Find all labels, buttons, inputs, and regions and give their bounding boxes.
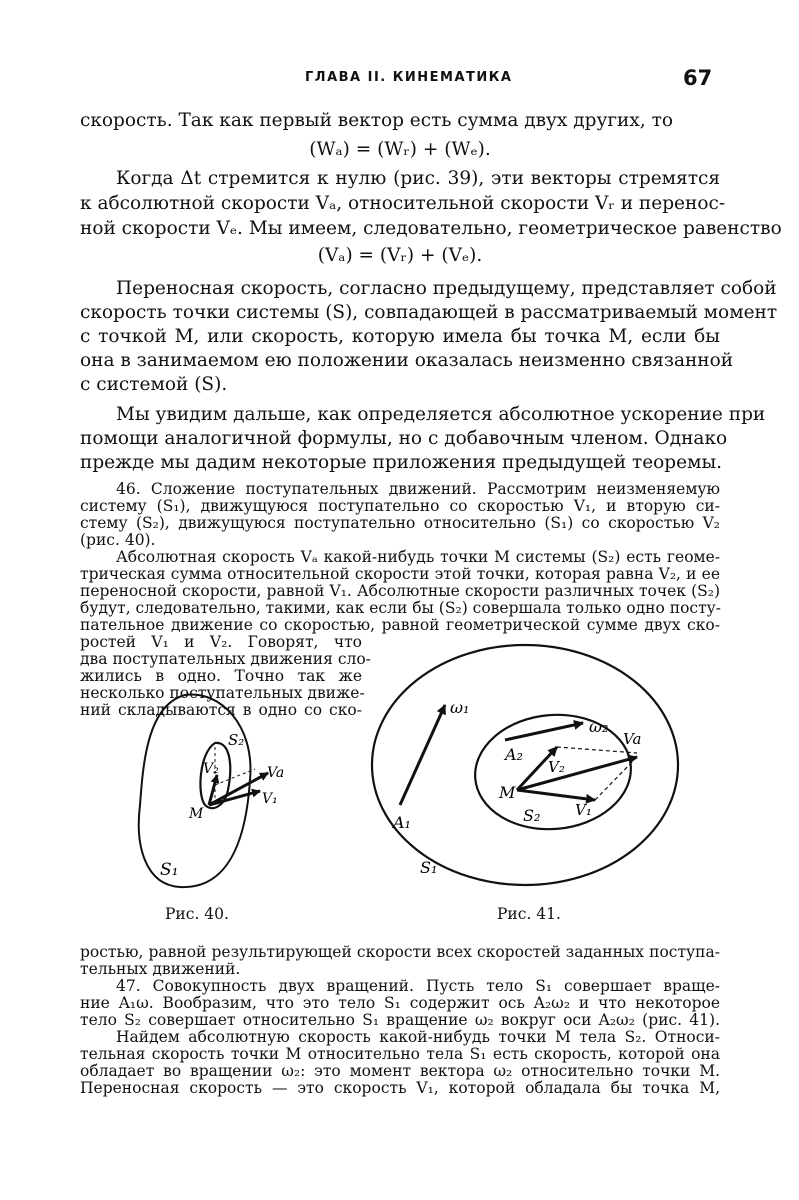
- running-title: ГЛАВА II. КИНЕМАТИКА: [305, 70, 513, 85]
- label-v1: V₁: [262, 791, 278, 807]
- text-line: пательное движение со скоростью, равной геометрической сумме двух ско-: [80, 616, 720, 634]
- label-va: Va: [267, 765, 285, 781]
- text-line: Абсолютная скорость Vₐ какой-нибудь точки M системы (S₂) есть геоме-: [116, 548, 720, 566]
- text-line: обладает во вращении ω₂: это момент вектора ω₂ относительно точки M.: [80, 1062, 720, 1080]
- label-va: Va: [623, 730, 642, 748]
- text-line: скорость точки системы (S), совпадающей в рассматриваемый момент: [80, 302, 778, 323]
- label-a2: A₂: [505, 745, 523, 764]
- figure-41-caption: Рис. 41.: [497, 905, 561, 923]
- text-line: трическая сумма относительной скорости этой точки, которая равна V₂, и ее: [80, 565, 720, 583]
- text-line: 47. Совокупность двух вращений. Пусть тело S₁ совершает враще-: [116, 977, 720, 995]
- vector-va: [209, 773, 268, 805]
- text-line: ной скорости Vₑ. Мы имеем, следовательно, геометрическое равенство: [80, 218, 782, 239]
- text-line: Переносная скорость, согласно предыдущему, представляет собой: [116, 278, 777, 299]
- text-line: Найдем абсолютную скорость какой-нибудь точки M тела S₂. Относи-: [116, 1028, 720, 1046]
- text-line: она в занимаемом ею положении оказалась неизменно связанной: [80, 350, 734, 371]
- text-line: скорость. Так как первый вектор есть сумма двух других, то: [80, 110, 673, 131]
- text-line: ние A₁ω. Вообразим, что это тело S₁ содержит ось A₂ω₂ и что некоторое: [80, 994, 720, 1012]
- vector-va: [517, 757, 637, 790]
- vector-v1: [209, 791, 260, 805]
- text-line: тельных движений.: [80, 960, 241, 978]
- text-line: стему (S₂), движущуюся поступательно относительно (S₁) со скоростью V₂: [80, 514, 720, 532]
- text-line: ростью, равной результирующей скорости всех скоростей заданных поступа-: [80, 943, 720, 961]
- text-line: (рис. 40).: [80, 531, 156, 549]
- figure-40-caption: Рис. 40.: [165, 905, 229, 923]
- label-m: M: [499, 783, 516, 802]
- text-line: несколько поступательных движе-: [80, 684, 365, 702]
- text-line: прежде мы дадим некоторые приложения предыдущей теоремы.: [80, 452, 723, 473]
- text-line: переносной скорости, равной V₁. Абсолютные скорости различных точек (S₂): [80, 582, 720, 600]
- label-v2: V₂: [203, 761, 219, 777]
- figure-40: [125, 665, 300, 895]
- figure-41: [365, 635, 685, 895]
- label-m: M: [189, 806, 204, 822]
- label-v1: V₁: [575, 801, 592, 819]
- axis-a2-omega2: [505, 723, 583, 740]
- text-line: Переносная скорость — это скорость V₁, которой обладала бы точка M,: [80, 1079, 720, 1097]
- text-line: будут, следовательно, такими, как если бы (S₂) совершала только одно посту-: [80, 599, 722, 617]
- text-line: к абсолютной скорости Vₐ, относительной скорости Vᵣ и перенос-: [80, 193, 726, 214]
- text-line: Когда Δt стремится к нулю (рис. 39), эти векторы стремятся: [116, 168, 720, 189]
- text-line: жились в одно. Точно так же: [80, 667, 362, 685]
- axis-a1-omega1: [400, 705, 445, 805]
- text-line: ростей V₁ и V₂. Говорят, что: [80, 633, 362, 651]
- text-line: систему (S₁), движущуюся поступательно со скоростью V₁, и вторую си-: [80, 497, 720, 515]
- text-line: тельная скорость точки M относительно тела S₁ есть скорость, которой она: [80, 1045, 720, 1063]
- text-line: два поступательных движения сло-: [80, 650, 371, 668]
- text-line: (Vₐ) = (Vᵣ) + (Vₑ).: [317, 245, 483, 266]
- label-s2: S₂: [523, 806, 541, 825]
- label-omega1: ω₁: [450, 698, 470, 717]
- label-s1: S₁: [160, 860, 179, 880]
- label-s2: S₂: [228, 731, 245, 749]
- text-line: 46. Сложение поступательных движений. Рассмотрим неизменяемую: [116, 480, 720, 498]
- text-line: с системой (S).: [80, 374, 228, 395]
- label-s1: S₁: [420, 858, 438, 877]
- page-number: 67: [683, 66, 713, 90]
- label-v2: V₂: [548, 758, 565, 776]
- text-line: тело S₂ совершает относительно S₁ вращение ω₂ вокруг оси A₂ω₂ (рис. 41).: [80, 1011, 720, 1029]
- text-line: помощи аналогичной формулы, но с добавочным членом. Однако: [80, 428, 728, 449]
- label-omega2: ω₂: [589, 717, 609, 736]
- text-line: ний складываются в одно со ско-: [80, 701, 362, 719]
- text-line: Мы увидим дальше, как определяется абсолютное ускорение при: [116, 404, 766, 425]
- text-line: (Wₐ) = (Wᵣ) + (Wₑ).: [309, 139, 491, 160]
- vector-v1: [517, 790, 595, 800]
- label-a1: A₁: [393, 813, 411, 832]
- text-line: с точкой M, или скорость, которую имела бы точка M, если бы: [80, 326, 720, 347]
